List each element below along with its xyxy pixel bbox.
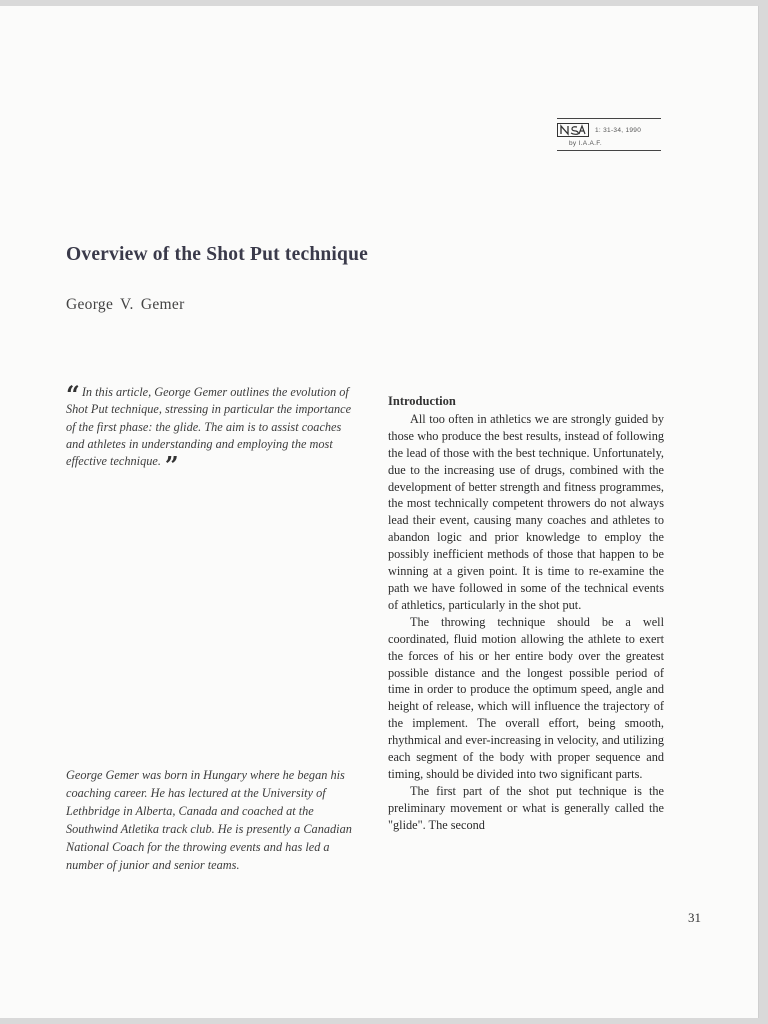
open-quote-mark-icon: “ <box>66 380 80 409</box>
body-paragraph: The throwing technique should be a well coordinated, fluid motion allowing the athlete to exert the forces of his or her entire body over the greatest possible distance and the longest possible period of time in order to produce the optimum speed, angle and height of release, which will influence the trajectory of the implement. The overall effort, being smooth, rhythmical and ever-increasing in velocity, and utilizing each segment of the body with proper sequence and timing, should be divided into two significant parts. <box>388 614 664 781</box>
article-abstract-quote <box>66 380 356 481</box>
article-author: George V. Gemer <box>66 296 185 313</box>
article-body <box>388 393 664 834</box>
journal-reference <box>557 118 661 151</box>
author-bio: George Gemer was born in Hungary where he began his coaching career. He has lectured at the University of Lethbridge in Alberta, Canada and coached at the Southwind Atletika track club. He is presently a Canadian National Coach for the throwing events and has led a number of junior and senior teams. <box>66 768 352 873</box>
body-paragraph: All too often in athletics we are strongly guided by those who produce the best results, instead of following the lead of those with the best technique. Unfortunately, due to the increasing use of drugs, combined with the development of better strength and fitness programmes, the most technically competent throwers do not always lead their event, causing many coaches and athletes to abandon logic and prior knowledge to employ the possibly inefficient methods of those that happen to be winning at a given point. It is time to re-examine the path we have followed in some of the technical events of athletics, particularly in the shot put. <box>388 411 664 612</box>
section-heading: Introduction <box>388 394 456 408</box>
body-paragraph: The first part of the shot put technique is the preliminary movement or what is generally called the "glide". The second <box>388 783 664 832</box>
close-quote-mark-icon: ” <box>164 451 179 481</box>
page-number: 31 <box>688 910 701 925</box>
nsa-logo-icon <box>557 123 589 137</box>
document-page <box>0 6 758 1018</box>
journal-publisher: by I.A.A.F. <box>569 140 602 147</box>
article-title: Overview of the Shot Put technique <box>66 244 368 265</box>
journal-citation: 1: 31-34, 1990 <box>595 126 642 134</box>
abstract-text: In this article, George Gemer outlines the evolution of Shot Put technique, stressing in particular the importance of the first phase: the glide. The aim is to assist coaches and athletes in understanding and employing the most effective technique. <box>66 385 352 469</box>
